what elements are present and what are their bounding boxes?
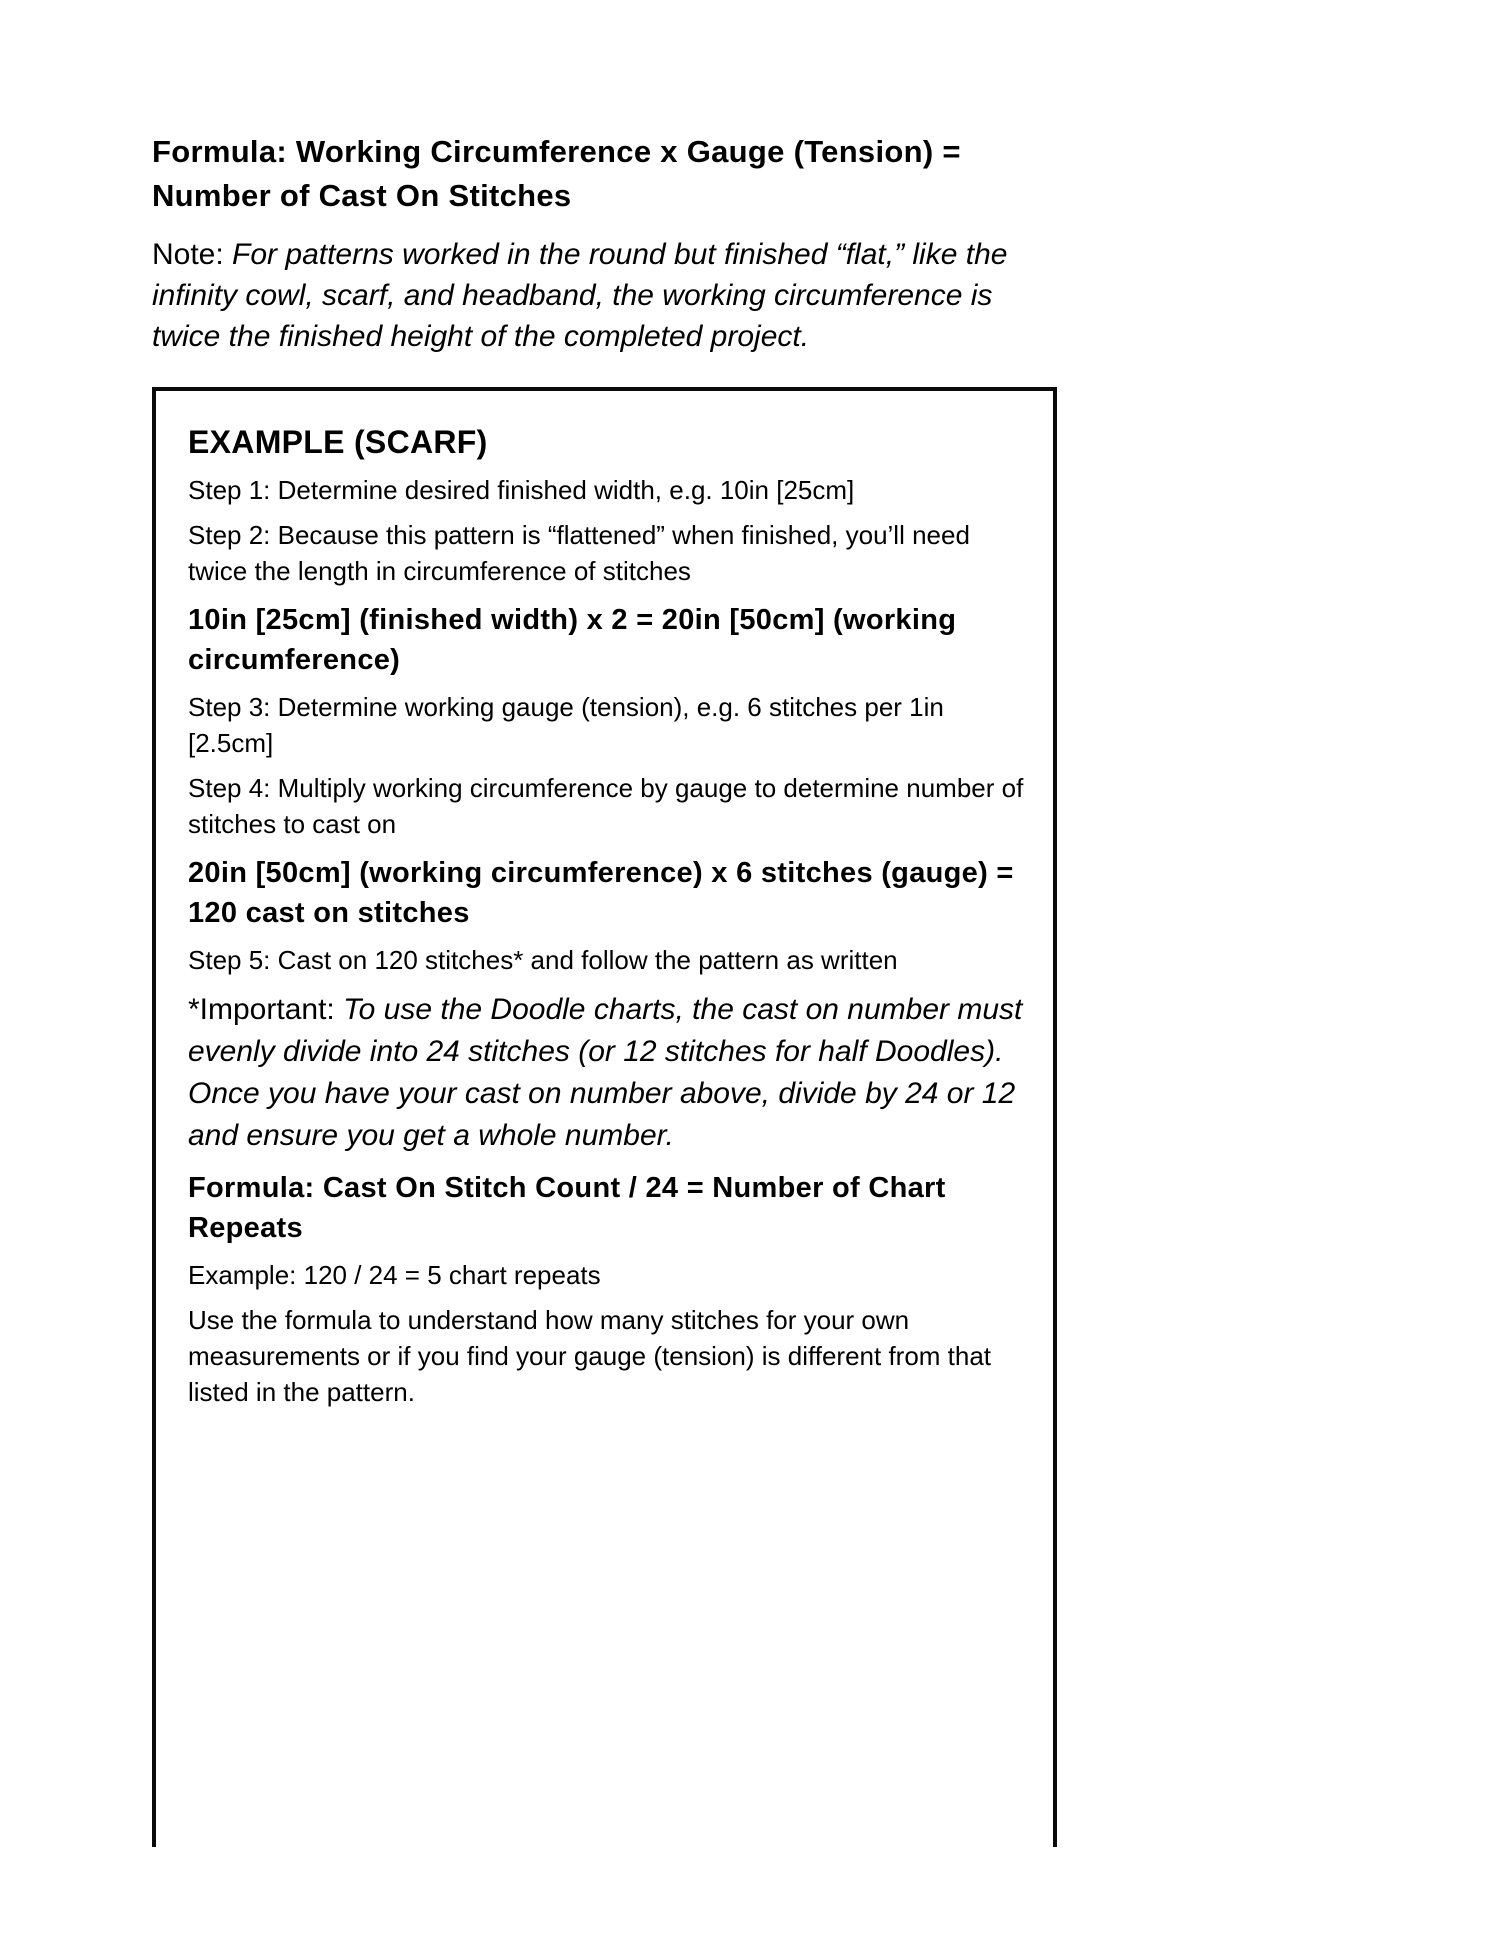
closing-paragraph: Use the formula to understand how many stitches for your own measurements or if you find your gauge (tension) is different from that listed in the pattern. [188, 1305, 992, 1407]
example-title: EXAMPLE (SCARF) [188, 424, 488, 460]
cast-on-formula: 20in [50cm] (working circumference) x 6 stitches (gauge) = 120 cast on stitches [188, 857, 1014, 929]
step-1-text: Step 1: Determine desired finished width, e.g. 10in [25cm] [188, 475, 855, 505]
example-calculation: Example: 120 / 24 = 5 chart repeats [188, 1260, 601, 1290]
important-note [188, 989, 1029, 1157]
note-paragraph [152, 234, 1062, 357]
note-label: Note: [152, 238, 233, 271]
step-2-text: Step 2: Because this pattern is “flattened” when finished, you’ll need twice the length in circumference of stitches [188, 520, 970, 586]
example-box [152, 387, 1057, 1847]
step-4-text: Step 4: Multiply working circumference by gauge to determine number of stitches to cast on [188, 773, 1024, 839]
important-label: *Important: [188, 993, 344, 1026]
formula-heading: Formula: Working Circumference x Gauge (Tension) = Number of Cast On Stitches [152, 134, 961, 213]
step-3-text: Step 3: Determine working gauge (tension), e.g. 6 stitches per 1in [2.5cm] [188, 692, 944, 758]
chart-repeats-formula: Formula: Cast On Stitch Count / 24 = Number of Chart Repeats [188, 1172, 946, 1244]
step-5-text: Step 5: Cast on 120 stitches* and follow the pattern as written [188, 945, 898, 975]
page-content [152, 130, 1062, 1847]
working-circumference-formula: 10in [25cm] (finished width) x 2 = 20in [50cm] (working circumference) [188, 604, 957, 676]
note-text: For patterns worked in the round but finished “flat,” like the infinity cowl, scarf, and headband, the working circumference is twice the finished height of the completed project. [152, 238, 1008, 353]
important-text: To use the Doodle charts, the cast on number must evenly divide into 24 stitches (or 12 stitches for half Doodles). Once you have your cast on number above, divide by 24 or 12 and ensure you get a whole number. [188, 993, 1023, 1152]
